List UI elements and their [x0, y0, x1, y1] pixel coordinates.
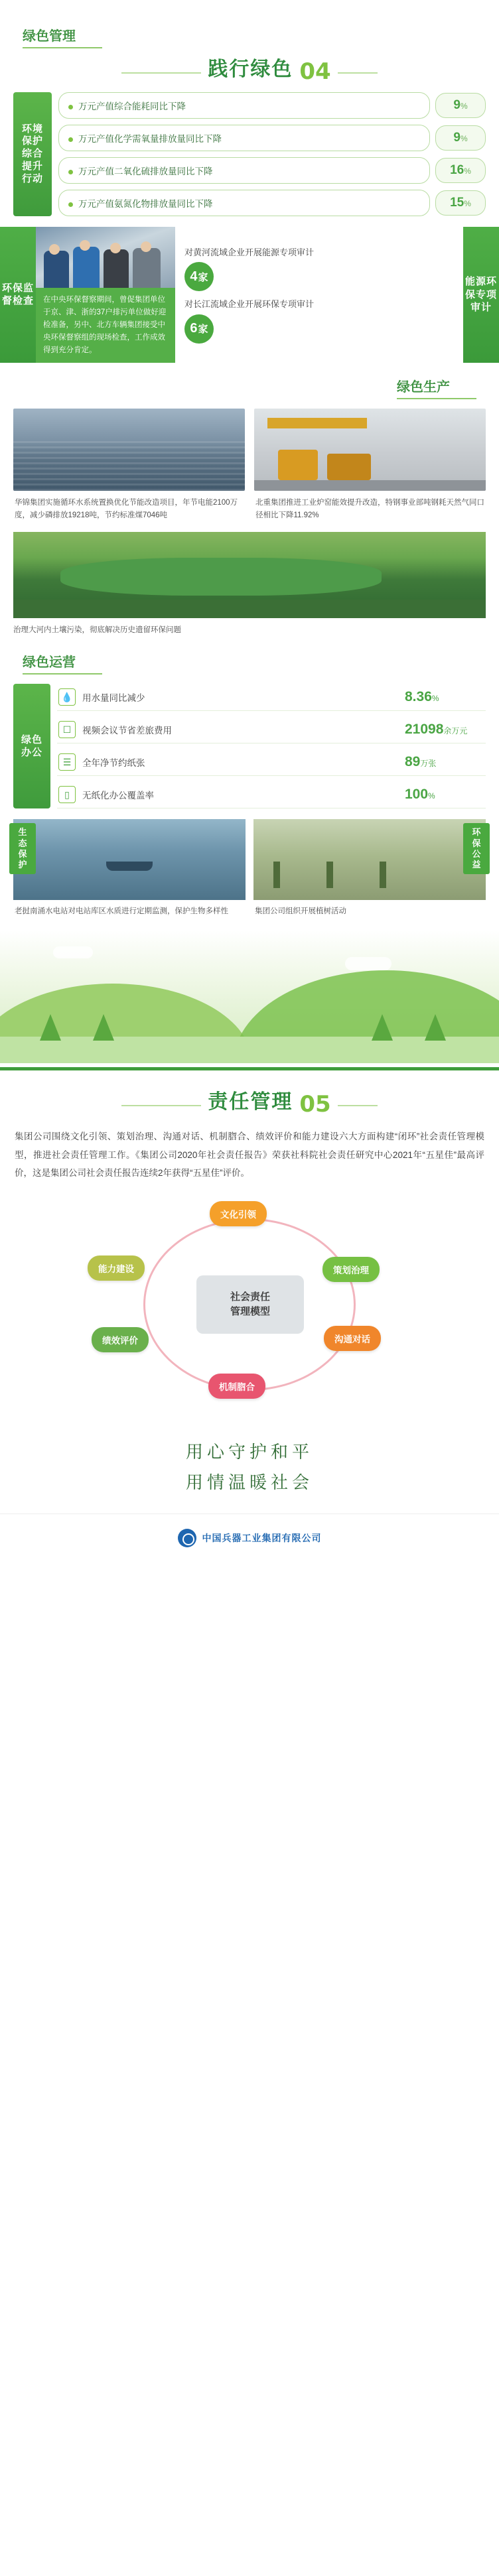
section-05-title: 责任管理 — [208, 1091, 293, 1114]
audit-stat-value: 6 — [190, 321, 198, 336]
tree-planting-photo — [253, 819, 486, 900]
audit-stat-unit: 家 — [198, 271, 208, 283]
section-05 — [0, 1063, 499, 1565]
responsibility-model-diagram — [13, 1196, 486, 1415]
kpi-row — [58, 92, 486, 119]
title-rule-right — [338, 72, 378, 74]
eco-protection-tag: 生态保护 — [9, 823, 36, 874]
office-row-value — [405, 689, 484, 705]
kpi-unit: % — [464, 166, 471, 176]
office-value-number: 100 — [405, 787, 429, 803]
diagram-node-dialogue[interactable]: 沟通对话 — [324, 1326, 381, 1351]
title-rule-left — [121, 1105, 201, 1106]
office-row-label: 无纸化办公覆盖率 — [82, 791, 154, 801]
audit-stat-text: 对长江流域企业开展环保专项审计 — [184, 299, 315, 310]
audit-stat-value: 4 — [190, 269, 198, 284]
diagram-node-performance[interactable]: 绩效评价 — [92, 1327, 149, 1352]
diagram-node-mechanism[interactable]: 机制脗合 — [208, 1374, 265, 1399]
closing-slogan — [0, 1415, 499, 1504]
eco-blocks — [13, 819, 486, 919]
production-heading — [0, 363, 499, 399]
paper-icon: ☰ — [58, 753, 76, 771]
kpi-number: 9 — [453, 98, 461, 112]
title-rule-right — [338, 1105, 378, 1106]
operation-heading — [0, 637, 499, 675]
audit-photo-caption: 在中央环保督察期间，曾促集团单位于京、津、浙的37户排污单位做好迎检准备，另中、北方车辆集团接受中央环保督察组的现场检查，工作成效得到充分肯定。 — [36, 288, 175, 363]
kpi-unit: % — [460, 101, 468, 111]
audit-stat — [184, 298, 454, 344]
office-value-unit: 万张 — [420, 759, 437, 769]
office-row — [57, 749, 486, 776]
office-value-number: 8.36 — [405, 689, 432, 705]
green-office-rows — [57, 684, 486, 808]
audit-right-label: 能源环保专项审计 — [463, 227, 499, 363]
office-row — [57, 781, 486, 808]
kpi-label: 万元产值化学需氧量排放量同比下降 — [58, 125, 430, 151]
environment-kpi-block — [13, 92, 486, 216]
kpi-unit: % — [460, 134, 468, 143]
river-monitoring-photo — [13, 819, 246, 900]
audit-stat-badge — [184, 314, 214, 344]
office-value-number: 21098 — [405, 722, 444, 738]
kpi-value — [435, 125, 486, 151]
audit-photo-block — [36, 227, 175, 363]
soil-remediation-photo — [13, 532, 486, 618]
kpi-label: 万元产值氨氮化物排放量同比下降 — [58, 190, 430, 216]
water-drop-icon: 💧 — [58, 688, 76, 706]
company-name: 中国兵器工业集团有限公司 — [202, 1533, 322, 1544]
audit-stats — [175, 227, 463, 363]
office-value-number: 89 — [405, 754, 421, 770]
office-row-label: 全年净节约纸张 — [82, 758, 145, 769]
furnace-photo — [254, 409, 486, 491]
production-col-right — [254, 409, 486, 523]
audit-band — [0, 227, 499, 363]
footer-logo — [0, 1513, 499, 1565]
kpi-number: 9 — [453, 131, 461, 145]
title-rule-left — [121, 72, 201, 74]
eco-protection-block — [13, 819, 246, 919]
diagram-center-line1: 社会责任 — [230, 1291, 270, 1303]
section-04 — [0, 0, 499, 1063]
kpi-row — [58, 125, 486, 151]
kpi-row — [58, 190, 486, 216]
production-columns — [0, 399, 499, 523]
video-camera-icon: ☐ — [58, 721, 76, 738]
kpi-row — [58, 157, 486, 184]
eco-charity-block — [253, 819, 486, 919]
eco-charity-caption: 集团公司组织开展植树活动 — [255, 907, 346, 916]
operation-title: 绿色运营 — [23, 651, 102, 675]
subsection-title-green-management: 绿色管理 — [23, 25, 102, 48]
production-title: 绿色生产 — [397, 376, 476, 399]
section-05-number: 05 — [299, 1091, 331, 1118]
office-value-unit: % — [431, 694, 439, 704]
kpi-unit: % — [464, 199, 471, 208]
office-row-value — [405, 754, 484, 770]
office-value-unit: 余万元 — [443, 726, 468, 736]
office-row-value — [405, 722, 484, 738]
production-right-caption: 北重集团推进工业炉窑能效提升改造，特钢事业部吨钢耗天然气同口径相比下降11.92% — [255, 498, 484, 520]
eco-charity-tag: 环保公益 — [463, 823, 490, 874]
soil-remediation-caption: 治理大河内土壤污染，彻底解决历史遗留环保问题 — [13, 625, 181, 634]
diagram-center-line2: 管理模型 — [230, 1306, 270, 1318]
env-side-label: 环境保护综合提升行动 — [13, 92, 52, 216]
slogan-line-2: 用情温暖社会 — [185, 1472, 313, 1492]
production-left-caption: 华锦集团实施循环水系统置换优化节能改造项目，年节电能2100万度，减少磷排放19218吨，节约标准煤7046吨 — [15, 498, 238, 520]
green-office-block — [13, 684, 486, 808]
kpi-number: 16 — [450, 163, 464, 177]
kpi-value — [435, 190, 486, 216]
diagram-node-capability[interactable]: 能力建设 — [88, 1256, 145, 1281]
office-row — [57, 716, 486, 743]
slogan-line-1: 用心守护和平 — [185, 1443, 313, 1462]
office-row-label: 用水量同比减少 — [82, 693, 145, 704]
audit-left-label: 环保监督检查 — [0, 227, 36, 363]
responsibility-paragraph: 集团公司围绕文化引领、策划治理、沟通对话、机制脗合、绩效评价和能力建设六大方面构建“闭环”社会责任管理模型，推进社会责任管理工作。《集团公司2020年社会责任报告》荣获社科院社会责任研究中心2021年“五星佳”最高评价，这是集团公司社会责任报告连续2年获得“五星佳”评价。 — [15, 1131, 484, 1179]
inspection-photo — [36, 227, 175, 288]
audit-stat — [184, 246, 454, 292]
water-system-photo — [13, 409, 245, 491]
office-row — [57, 684, 486, 711]
green-landscape-illustration — [0, 931, 499, 1063]
kpi-value — [435, 158, 486, 183]
kpi-label: 万元产值综合能耗同比下降 — [58, 92, 430, 119]
kpi-label: 万元产值二氧化硫排放量同比下降 — [58, 157, 430, 184]
diagram-node-culture[interactable]: 文化引领 — [210, 1201, 267, 1226]
audit-stat-text: 对黄河流域企业开展能源专项审计 — [184, 247, 315, 257]
section-04-number: 04 — [299, 58, 331, 85]
office-row-value — [405, 787, 484, 803]
section-04-title: 践行绿色 — [208, 58, 293, 80]
monitor-icon: ▯ — [58, 786, 76, 803]
green-office-side-label: 绿色办公 — [13, 684, 50, 808]
section-05-title-row — [0, 1081, 499, 1116]
office-value-unit: % — [428, 791, 435, 801]
audit-stat-unit: 家 — [198, 324, 208, 336]
company-logo-icon — [178, 1529, 196, 1547]
production-col-left — [13, 409, 245, 523]
eco-protection-caption: 老挝南涌水电站对电站库区水质进行定期监测，保护生物多样性 — [15, 907, 228, 916]
office-row-label: 视频会议节省差旅费用 — [82, 726, 172, 736]
section-divider — [0, 1067, 499, 1070]
audit-stat-badge — [184, 262, 214, 291]
section-04-title-row — [0, 48, 499, 83]
kpi-value — [435, 93, 486, 118]
diagram-node-planning[interactable]: 策划治理 — [322, 1257, 380, 1282]
env-kpi-list — [58, 92, 486, 216]
kpi-number: 15 — [450, 196, 464, 210]
diagram-center — [196, 1275, 304, 1334]
